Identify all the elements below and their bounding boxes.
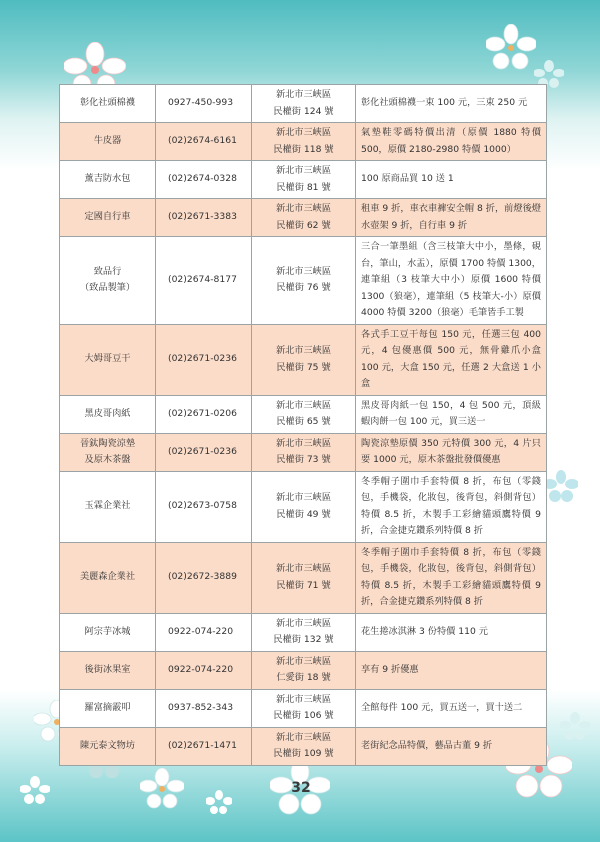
phone-cell: (02)2671-0206	[156, 395, 252, 433]
flower-icon	[560, 712, 590, 740]
flower-icon	[544, 470, 578, 502]
shop-name-cell: 玉霖企業社	[60, 471, 156, 542]
phone-cell: (02)2671-0236	[156, 324, 252, 395]
phone-cell: (02)2674-6161	[156, 123, 252, 161]
flower-icon	[206, 790, 232, 814]
shop-name-cell: 羅富摘霰叩	[60, 689, 156, 727]
table-row	[60, 471, 547, 542]
shop-name-cell: 晉鈦陶瓷涼墊 及原木茶盤	[60, 433, 156, 471]
address-cell: 新北市三峽區 民權街 81 號	[252, 161, 356, 199]
flower-icon	[140, 768, 184, 810]
table-row	[60, 237, 547, 325]
shop-name-cell: 大姆哥豆干	[60, 324, 156, 395]
table-row	[60, 727, 547, 765]
address-cell: 新北市三峽區 民權街 118 號	[252, 123, 356, 161]
shop-name-cell: 薰吉防水包	[60, 161, 156, 199]
table-row	[60, 613, 547, 651]
address-cell: 新北市三峽區 仁愛街 18 號	[252, 651, 356, 689]
address-cell: 新北市三峽區 民權街 124 號	[252, 85, 356, 123]
shop-name-cell: 阿宗芋冰城	[60, 613, 156, 651]
address-cell: 新北市三峽區 民權街 73 號	[252, 433, 356, 471]
shop-name-cell: 後街冰果室	[60, 651, 156, 689]
phone-cell: (02)2674-0328	[156, 161, 252, 199]
address-cell: 新北市三峽區 民權街 71 號	[252, 542, 356, 613]
page-number: 32	[291, 780, 311, 796]
offer-cell: 彰化社頭棉襪一束 100 元，三束 250 元	[356, 85, 547, 123]
shop-directory-table	[59, 84, 547, 766]
offer-cell: 氣墊鞋零碼特價出清（原價 1880 特價 500，原價 2180-2980 特價 1000）	[356, 123, 547, 161]
table-row	[60, 161, 547, 199]
phone-cell: (02)2672-3889	[156, 542, 252, 613]
table-row	[60, 85, 547, 123]
shop-name-cell: 美麗森企業社	[60, 542, 156, 613]
phone-cell: (02)2671-0236	[156, 433, 252, 471]
table-row	[60, 324, 547, 395]
phone-cell: (02)2671-1471	[156, 727, 252, 765]
phone-cell: 0927-450-993	[156, 85, 252, 123]
table-row	[60, 433, 547, 471]
phone-cell: 0937-852-343	[156, 689, 252, 727]
offer-cell: 各式手工豆干每包 150 元，任選三包 400 元，4 包優惠價 500 元，無骨雞爪小盒 100 元，大盒 150 元，任選 2 大盒送 1 小盒	[356, 324, 547, 395]
address-cell: 新北市三峽區 民權街 132 號	[252, 613, 356, 651]
offer-cell: 老街紀念品特價，藝品古董 9 折	[356, 727, 547, 765]
address-cell: 新北市三峽區 民權街 62 號	[252, 199, 356, 237]
shop-name-cell: 致品行 （致品製筆）	[60, 237, 156, 325]
table-row	[60, 123, 547, 161]
table-row	[60, 689, 547, 727]
phone-cell: 0922-074-220	[156, 613, 252, 651]
table-row	[60, 542, 547, 613]
offer-cell: 租車 9 折，車衣車褲安全帽 8 折，前燈後燈水壺架 9 折，自行車 9 折	[356, 199, 547, 237]
table-row	[60, 395, 547, 433]
address-cell: 新北市三峽區 民權街 49 號	[252, 471, 356, 542]
shop-name-cell: 牛皮器	[60, 123, 156, 161]
offer-cell: 享有 9 折優惠	[356, 651, 547, 689]
flower-icon	[20, 776, 50, 804]
shop-name-cell: 定國自行車	[60, 199, 156, 237]
flower-icon	[486, 24, 536, 70]
address-cell: 新北市三峽區 民權街 106 號	[252, 689, 356, 727]
shop-name-cell: 黑皮哥肉紙	[60, 395, 156, 433]
shop-name-cell: 陳元泰文物坊	[60, 727, 156, 765]
offer-cell: 三合一筆墨組（含三枝筆大中小，墨條，硯台，筆山，水盂），原價 1700 特價 1300，連筆組（3 枝筆大中小）原價 1600 特價 1300（狼毫），連筆組（5 枝筆大-小）原價 4000 特價 3200（狼毫）毛筆皆手工製	[356, 237, 547, 325]
address-cell: 新北市三峽區 民權街 65 號	[252, 395, 356, 433]
address-cell: 新北市三峽區 民權街 75 號	[252, 324, 356, 395]
phone-cell: (02)2671-3383	[156, 199, 252, 237]
offer-cell: 冬季帽子圍巾手套特價 8 折，布包（零錢包，手機袋，化妝包，後背包，斜側背包）特價 8.5 折，木製手工彩繪貓頭鷹特價 9 折，合金捷克鑽系列特價 8 折	[356, 542, 547, 613]
table-row	[60, 651, 547, 689]
offer-cell: 100 原商品買 10 送 1	[356, 161, 547, 199]
offer-cell: 黑皮哥肉紙一包 150，4 包 500 元，頂級蝦肉餅一包 100 元，買三送一	[356, 395, 547, 433]
address-cell: 新北市三峽區 民權街 109 號	[252, 727, 356, 765]
shop-name-cell: 彰化社頭棉襪	[60, 85, 156, 123]
offer-cell: 冬季帽子圍巾手套特價 8 折，布包（零錢包，手機袋，化妝包，後背包，斜側背包）特價 8.5 折，木製手工彩繪貓頭鷹特價 9 折，合金捷克鑽系列特價 8 折	[356, 471, 547, 542]
address-cell: 新北市三峽區 民權街 76 號	[252, 237, 356, 325]
phone-cell: (02)2673-0758	[156, 471, 252, 542]
table-row	[60, 199, 547, 237]
offer-cell: 花生捲冰淇淋 3 份特價 110 元	[356, 613, 547, 651]
phone-cell: (02)2674-8177	[156, 237, 252, 325]
phone-cell: 0922-074-220	[156, 651, 252, 689]
offer-cell: 全館每件 100 元，買五送一，買十送二	[356, 689, 547, 727]
offer-cell: 陶瓷涼墊原價 350 元特價 300 元，4 片只要 1000 元，原木茶盤批發價優惠	[356, 433, 547, 471]
